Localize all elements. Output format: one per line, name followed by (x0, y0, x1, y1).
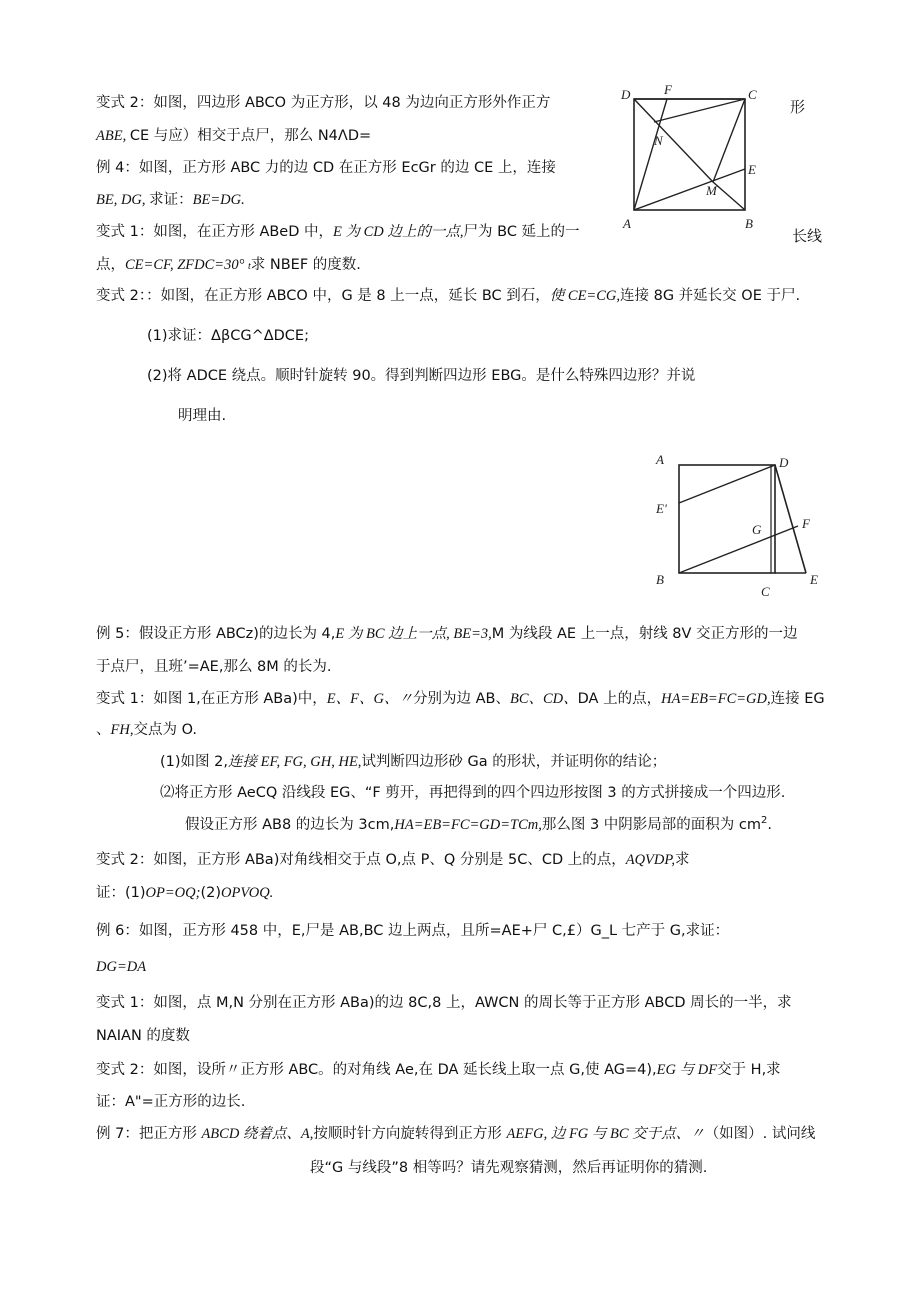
text-line: 证：A"=正方形的边长. (96, 1094, 246, 1110)
segment-b-f (679, 526, 798, 573)
text-line: 点，CE=CF, ZFDC=30° t求 NBEF 的度数. (96, 257, 361, 273)
text-line: 例 7：把正方形 ABCD 绕着点、A,按顺时针方向旋转得到正方形 AEFG, 边 FG 与 BC 交于点、〃（如图）. 试问线 (96, 1126, 816, 1142)
text-line: 证：(1)OP=OQ;(2)OPVOQ. (96, 885, 274, 901)
side-text-top: 形 (790, 98, 806, 116)
text-line: (2)将 ADCE 绕点。顺时针旋转 90。得到判断四边形 EBG。是什么特殊四边形？并说 (147, 368, 696, 384)
label-n: N (654, 133, 663, 148)
text-line: 变式 2：如图，正方形 ABa)对角线相交于点 O,点 P、Q 分别是 5C、CD 上的点，AQVDP,求 (96, 852, 690, 868)
label-e: E (748, 162, 756, 177)
label-e-prime: E' (656, 501, 667, 516)
text-line: 变式 1：如图，在正方形 ABeD 中，E 为 CD 边上的一点,尸为 BC 延上的一 (96, 224, 580, 240)
label-f: F (664, 82, 672, 97)
label-a: A (656, 452, 664, 467)
figure-square-rotation (648, 448, 828, 603)
label-b: B (656, 572, 664, 587)
text-line: ⑵将正方形 AeCQ 沿线段 EG、“F 剪开，再把得到的四个四边形按图 3 的方式拼接成一个四边形. (160, 785, 786, 801)
text-line: NAIAN 的度数 (96, 1028, 190, 1044)
label-a: A (623, 216, 631, 231)
label-e: E (810, 572, 818, 587)
text-line: BE, DG, 求证：BE=DG. (96, 192, 245, 208)
segment-c-b-diag (713, 99, 745, 182)
text-line: 变式 2：如图，四边形 ABCO 为正方形，以 48 为边向正方形外作正方 (96, 95, 551, 111)
label-f: F (802, 516, 810, 531)
label-g: G (752, 522, 762, 537)
label-c: C (748, 87, 757, 102)
text-line: (1)求证：ΔβCG^ΔDCE; (147, 328, 309, 344)
segment-m-b (713, 182, 745, 210)
text-line: 变式 2：如图，设所〃正方形 ABC。的对角线 Ae,在 DA 延长线上取一点 G,使 AG=4),EG 与 DF交于 H,求 (96, 1062, 781, 1078)
text-line: 例 4：如图，正方形 ABC 力的边 CD 在正方形 EcGr 的边 CE 上，连接 (96, 160, 556, 176)
label-b: B (745, 216, 753, 231)
square-outline (679, 465, 775, 573)
text-line: DG=DA (96, 959, 147, 975)
text-line: 例 5：假设正方形 ABCz)的边长为 4,E 为 BC 边上一点, BE=3,M 为线段 AE 上一点，射线 8V 交正方形的一边 (96, 626, 798, 642)
figure-square-abcd (612, 82, 762, 237)
text-line: 例 6：如图，正方形 458 中，E,尸是 AB,BC 边上两点，且所=AE+尸 C,£）G_L 七产于 G,求证： (96, 923, 730, 939)
label-d: D (621, 87, 631, 102)
label-c: C (761, 584, 770, 599)
text-line: 假设正方形 AB8 的边长为 3cm,HA=EB=FC=GD=TCm,那么图 3 中阴影局部的面积为 $cm^2$. (185, 815, 772, 833)
segment-n-c (654, 99, 745, 122)
label-d: D (779, 455, 789, 470)
segment-e1-d (679, 465, 775, 503)
text-line: 于点尸，且班’=AE,那么 8M 的长为. (96, 659, 332, 675)
text-line: 变式 1：如图 1,在正方形 ABa)中，E、F、G、〃分别为边 AB、BC、CD、DA 上的点，HA=EB=FC=GD,连接 EG (96, 691, 825, 707)
text-line: ABE, CE 与应）相交于点尸，那么 N4ΛD= (96, 128, 372, 144)
text-line: 明理由. (178, 408, 227, 424)
text-line: 变式 1：如图，点 M,N 分别在正方形 ABa)的边 8C,8 上，AWCN 的周长等于正方形 ABCD 周长的一半，求 (96, 995, 792, 1011)
text-line: 段“G 与线段”8 相等吗？请先观察猜测，然后再证明你的猜测. (310, 1160, 708, 1176)
text-line: 、FH,交点为 O. (96, 722, 198, 738)
text-line: (1)如图 2,连接 EF, FG, GH, HE,试判断四边形砂 Ga 的形状，并证明你的结论； (160, 754, 667, 770)
text-line: 变式 2：：如图，在正方形 ABCO 中，G 是 8 上一点，延长 BC 到石，使 CE=CG,连接 8G 并延长交 OE 于尸. (96, 288, 801, 304)
side-text-bottom: 长线 (792, 227, 823, 245)
label-m: M (706, 183, 717, 198)
segment-a-e (634, 169, 745, 210)
